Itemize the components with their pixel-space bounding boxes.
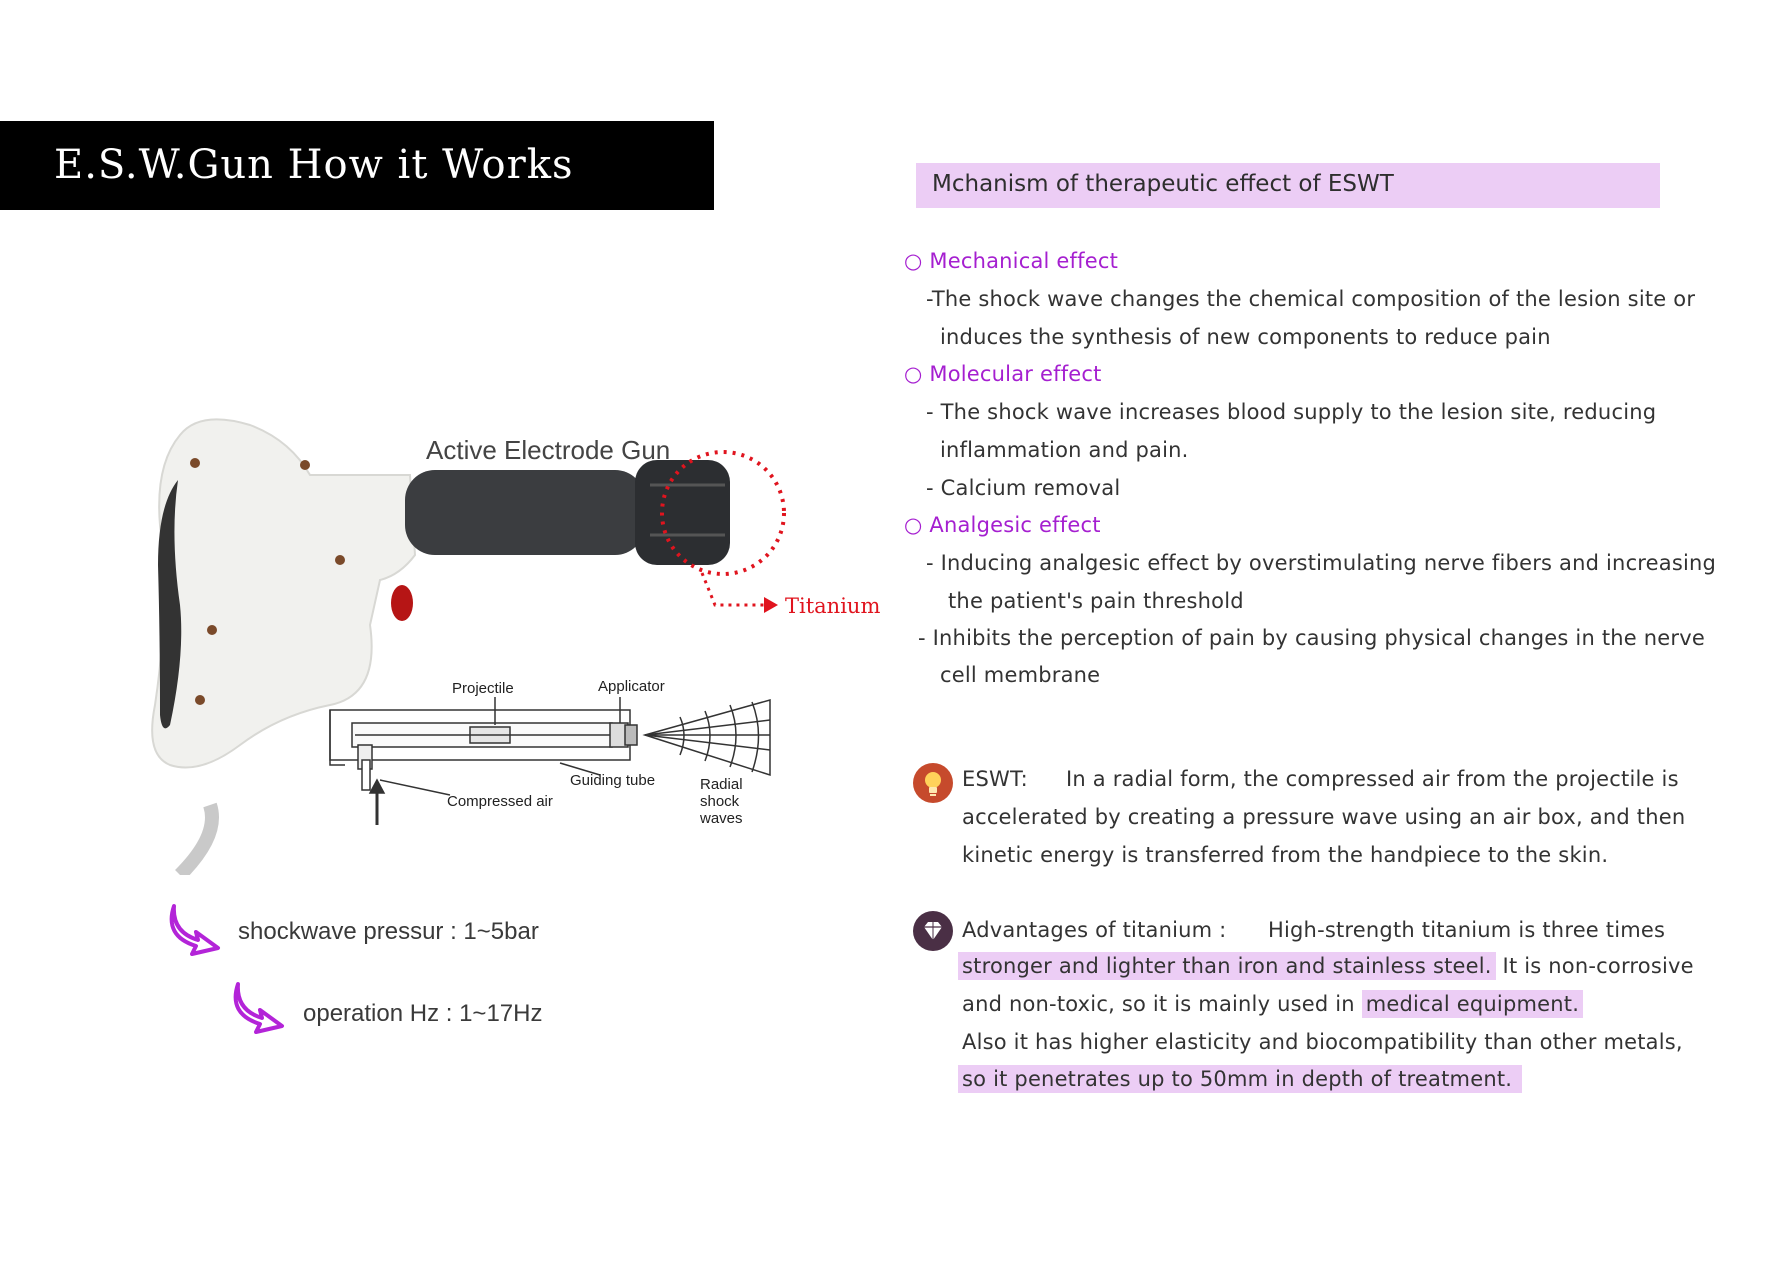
- label-applicator: Applicator: [598, 678, 665, 695]
- titanium-label: Titanium: [785, 594, 881, 618]
- label-guiding-tube: Guiding tube: [570, 772, 656, 789]
- red-button: [391, 585, 413, 621]
- titanium-line3-pre: and non-toxic, so it is mainly used in: [962, 992, 1362, 1016]
- curved-arrow-icon: [232, 980, 290, 1034]
- analgesic-line3: - Inhibits the perception of pain by causing physical changes in the nerve: [918, 626, 1705, 650]
- gun-illustration: [140, 405, 900, 875]
- page-title: E.S.W.Gun How it Works: [54, 142, 574, 188]
- gun-barrel: [405, 470, 645, 555]
- analgesic-line1: - Inducing analgesic effect by overstimulating nerve fibers and increasing: [926, 551, 1717, 575]
- analgesic-heading: ○ Analgesic effect: [904, 513, 1101, 537]
- molecular-heading: ○ Molecular effect: [904, 362, 1102, 386]
- titanium-line2-rest: It is non-corrosive: [1495, 954, 1694, 978]
- gun-tip: [635, 460, 730, 565]
- label-shock: shock: [700, 793, 740, 810]
- lightbulb-icon: [912, 762, 954, 804]
- eswt-line2: accelerated by creating a pressure wave using an air box, and then: [962, 805, 1686, 829]
- titanium-arrow: [764, 597, 778, 613]
- titanium-line3: [962, 992, 1583, 1016]
- eswt-label: ESWT:: [962, 767, 1028, 791]
- spec-pressure: shockwave pressur : 1~5bar: [238, 918, 539, 945]
- label-projectile: Projectile: [452, 680, 514, 697]
- analgesic-line2: the patient's pain threshold: [948, 589, 1244, 613]
- titanium-highlight-strength: stronger and lighter than iron and stainless steel.: [958, 952, 1496, 980]
- eswt-line1: In a radial form, the compressed air from the projectile is: [1066, 767, 1679, 791]
- curved-arrow-icon: [168, 902, 226, 956]
- titanium-line1: High-strength titanium is three times: [1268, 918, 1666, 942]
- mechanical-heading: ○ Mechanical effect: [904, 249, 1119, 273]
- molecular-line2: inflammation and pain.: [940, 438, 1189, 462]
- titanium-line5: [958, 1067, 1522, 1091]
- eswt-line3: kinetic energy is transferred from the handpiece to the skin.: [962, 843, 1609, 867]
- titanium-label: Advantages of titanium :: [962, 918, 1227, 942]
- gun-label: Active Electrode Gun: [426, 435, 671, 465]
- diamond-icon: [912, 910, 954, 952]
- titanium-line2: [958, 954, 1694, 978]
- analgesic-line4: cell membrane: [940, 663, 1101, 687]
- mechanical-line1: -The shock wave changes the chemical composition of the lesion site or: [926, 287, 1696, 311]
- label-radial: Radial: [700, 776, 743, 793]
- spec-frequency: operation Hz : 1~17Hz: [303, 1000, 543, 1027]
- label-waves: waves: [700, 810, 743, 827]
- molecular-line3: - Calcium removal: [926, 476, 1121, 500]
- label-compressed-air: Compressed air: [447, 793, 553, 810]
- mechanism-header: Mchanism of therapeutic effect of ESWT: [932, 171, 1394, 197]
- mechanical-line2: induces the synthesis of new components to reduce pain: [940, 325, 1551, 349]
- titanium-line4: Also it has higher elasticity and biocompatibility than other metals,: [962, 1030, 1683, 1054]
- titanium-highlight-medical: medical equipment.: [1362, 990, 1583, 1018]
- titanium-highlight-depth: so it penetrates up to 50mm in depth of treatment.: [958, 1065, 1522, 1093]
- molecular-line1: - The shock wave increases blood supply to the lesion site, reducing: [926, 400, 1657, 424]
